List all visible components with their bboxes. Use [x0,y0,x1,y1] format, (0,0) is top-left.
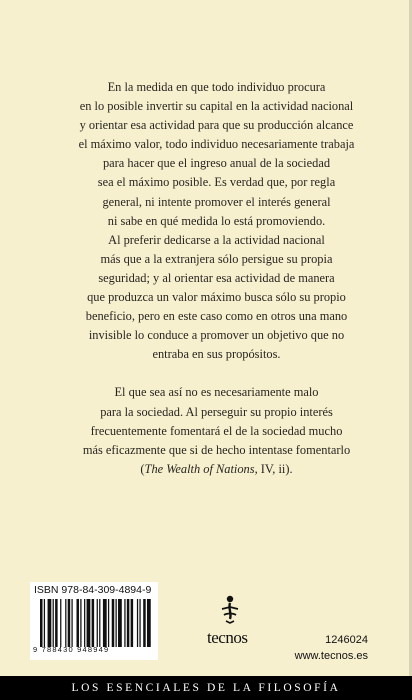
barcode-bar [40,599,43,647]
quote-line: más eficazmente que si de hecho intentase fomentarlo [82,442,351,457]
quote-line: beneficio, pero en este caso como en otros una mano [85,309,348,324]
barcode-bar [137,599,138,647]
barcode-bar [80,599,81,647]
isbn-label: ISBN 978-84-309-4894-9 [34,584,152,596]
quote-line: más que a la extranjera sólo persigue su propia [100,251,333,266]
publisher-url: www.tecnos.es [294,650,368,662]
quote-line: En la medida en que todo individuo procura [107,80,326,94]
barcode-bar [131,599,134,647]
barcode-icon [40,599,152,647]
barcode-bar [71,599,72,647]
barcode-bar [139,599,140,647]
quote-line: el máximo valor, todo individuo necesariamente trabaja [78,137,355,152]
barcode-bar [112,599,115,647]
barcode-bar [44,599,45,647]
barcode-bar [147,599,151,647]
quote-line: y orientar esa actividad para que su producción alcance [79,118,354,133]
quote-line: en lo posible invertir su capital en la actividad nacional [79,99,354,114]
barcode-bar [60,599,61,647]
quote-line: sea el máximo posible. Es verdad que, por regla [97,175,336,190]
barcode-bar [108,599,109,647]
barcode-bar [92,599,95,647]
barcode-bar [124,599,125,647]
quote-line: El que sea así no es necesariamente malo [114,385,319,400]
isbn-barcode-box [30,582,158,660]
quote-line: que produzca un valor máximo busca sólo su propio [87,290,346,305]
quote-line: invisible lo conduce a promover un objetivo que no [88,328,345,343]
quote-citation: (The Wealth of Nations, IV, ii). [140,461,293,476]
barcode-bar [143,599,146,647]
barcode-bar [84,599,85,647]
barcode-bar [116,599,117,647]
back-cover-quote [64,78,369,479]
quote-line: frecuentemente fomentará el de la sociedad mucho [90,423,343,438]
barcode-bar [65,599,66,647]
quote-line: para la sociedad. Al perseguir su propio interés [100,404,333,419]
barcode-bar [76,599,79,647]
publisher-logo-text: tecnos [207,628,248,647]
series-title: LOS ESENCIALES DE LA FILOSOFÍA [71,682,341,694]
product-code: 1246024 [325,634,368,646]
book-title: The Wealth of Nations [144,461,255,476]
barcode-bar [55,599,58,647]
barcode-bar [68,599,71,647]
barcode-bar [127,599,130,647]
quote-line: para hacer que el ingreso anual de la sociedad [102,156,331,171]
barcode-bar [48,599,52,647]
barcode-digits: 9 788430 948949 [33,645,110,654]
quote-line: Al preferir dedicarse a la actividad nacional [108,232,325,247]
barcode-bar [118,599,122,647]
quote-line: seguridad; y al orientar esa actividad de manera [98,270,335,285]
barcode-bar [97,599,98,647]
quote-line: general, ni intente promover el interés general [102,194,331,209]
barcode-bar [103,599,107,647]
series-band [0,676,412,700]
barcode-bar [99,599,100,647]
quote-line: ni sabe en qué medida lo está promoviendo. [107,213,326,228]
barcode-bar [53,599,54,647]
barcode-bar [87,599,91,647]
quote-line: entraba en sus propósitos. [152,347,281,362]
